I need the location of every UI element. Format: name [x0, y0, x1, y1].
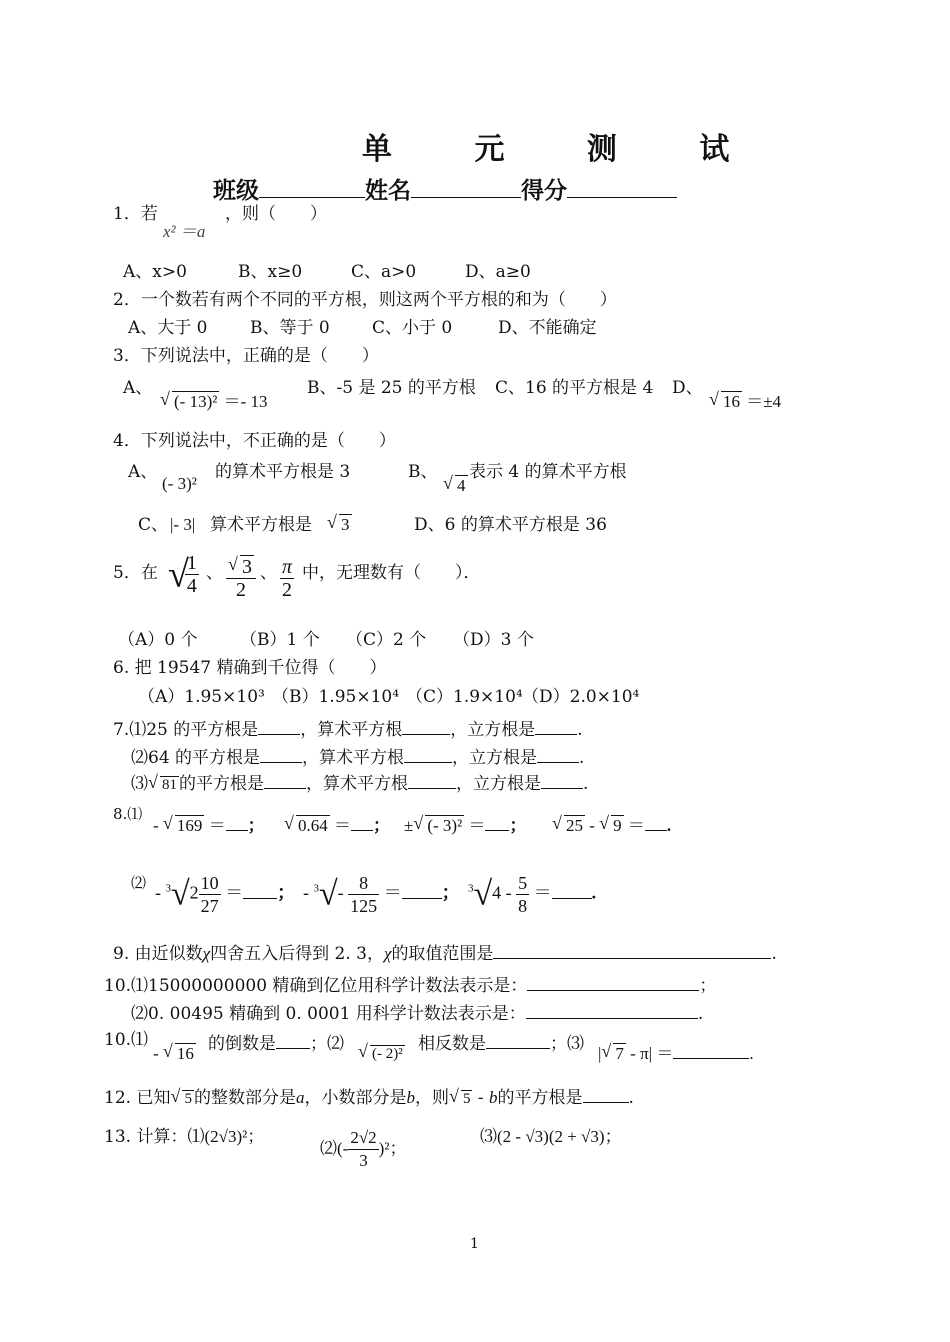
q10-line-2: ⑵0. 00495 精确到 0. 0001 用科学计数法表示是： .: [131, 1000, 703, 1024]
q8-1d-blank[interactable]: [645, 820, 667, 831]
q7-2-blank-sqrt[interactable]: [260, 744, 302, 763]
q8-1b-blank[interactable]: [351, 820, 373, 831]
q2-stem: 2．一个数若有两个不同的平方根，则这两个平方根的和为（ ）: [113, 290, 617, 310]
q3-option-a-expr: √ (- 13)² ＝- 13: [160, 392, 268, 412]
q2-option-b[interactable]: B、等于 0: [250, 318, 330, 338]
q11-text-a: 的倒数是 ；⑵: [208, 1030, 344, 1054]
name-blank[interactable]: [411, 179, 521, 198]
q10-1-blank[interactable]: [527, 972, 699, 991]
q11-2-blank[interactable]: [486, 1030, 550, 1049]
q7-2-blank-arith[interactable]: [404, 744, 452, 763]
q1-option-d[interactable]: D、a≥0: [465, 262, 531, 282]
q6-option-a[interactable]: （A）1.95×10³: [138, 687, 265, 707]
q7-3-blank-sqrt[interactable]: [264, 770, 306, 789]
q3-option-d-expr: √ 16 ＝±4: [709, 392, 781, 412]
q7-1-blank-cube[interactable]: [535, 716, 577, 735]
q5-option-a[interactable]: （A）0 个: [118, 630, 198, 650]
q7-3-blank-arith[interactable]: [408, 770, 456, 789]
q4-option-d[interactable]: D、6 的算术平方根是 36: [414, 515, 607, 535]
q4-stem: 4．下列说法中，不正确的是（ ）: [113, 431, 396, 451]
q5-expr-pi-over-2: $\frac{\pi}{2}$: [282, 556, 293, 601]
q4-option-a-label[interactable]: A、: [128, 462, 158, 482]
q4-option-b-expr: √ 4: [443, 476, 468, 496]
q5-expr-root3-over-2: √ $\frac{3}{2}$: [226, 556, 256, 601]
q8-expr-6: - $^3$√- $\frac{8}{125}$ ＝ ；: [303, 873, 460, 916]
q5-sep-1: 、: [206, 563, 223, 583]
q8-label-1: 8.⑴: [113, 805, 143, 823]
q5-stem-a: 5．在: [113, 563, 158, 583]
q9-blank[interactable]: [493, 940, 771, 959]
q12-blank[interactable]: [583, 1084, 629, 1103]
q7-line-2: ⑵64 的平方根是 ，算术平方根 ，立方根是 .: [131, 744, 584, 768]
class-label: 班级: [213, 177, 259, 204]
q8-2b-blank[interactable]: [402, 888, 442, 899]
q4-option-a-text: 的算术平方根是 3: [215, 462, 351, 482]
q6-stem: 6. 把 19547 精确到千位得（ ）: [113, 658, 387, 678]
q8-2c-blank[interactable]: [552, 888, 592, 899]
q8-expr-1: - √ 169 ＝ ；: [153, 816, 265, 836]
q4-option-c-text: 算术平方根是: [210, 515, 312, 535]
q11-expr-2: √ (- 2)²: [358, 1044, 405, 1064]
q8-expr-2: √ 0.64 ＝ ；: [284, 816, 390, 836]
q8-expr-4: √ 25 - √ 9 ＝ .: [552, 816, 671, 836]
q5-sep-2: 、: [260, 563, 277, 583]
page-number: 1: [470, 1236, 479, 1252]
q1-option-b[interactable]: B、x≥0: [238, 262, 303, 282]
student-info-line: [213, 172, 677, 205]
q11-3-blank[interactable]: [673, 1040, 749, 1059]
q6-option-c[interactable]: （C）1.9×10⁴: [406, 687, 523, 707]
q4-option-a-expr: (- 3)²: [162, 474, 197, 493]
q8-label-2: ⑵: [131, 874, 147, 892]
q3-option-c[interactable]: C、16 的平方根是 4: [495, 378, 654, 398]
q12-line: 12. 已知√ 5 的整数部分是a，小数部分是b，则√ 5 - b的平方根是 .: [104, 1084, 634, 1109]
q1-stem-a: 1．若: [113, 204, 158, 224]
q10-line-1: 10.⑴15000000000 精确到亿位用科学计数法表示是： ；: [104, 972, 716, 996]
page-title: 单 元 测 试: [362, 132, 766, 167]
q3-option-d-label[interactable]: D、: [672, 378, 703, 398]
q11-1-blank[interactable]: [276, 1030, 310, 1049]
q1-option-a[interactable]: A、x>0: [123, 262, 187, 282]
q5-option-c[interactable]: （C）2 个: [346, 630, 427, 650]
q10-2-blank[interactable]: [526, 1000, 698, 1019]
q8-1a-blank[interactable]: [226, 820, 248, 831]
q1-option-c[interactable]: C、a>0: [351, 262, 417, 282]
name-label: 姓名: [365, 177, 411, 204]
q13-expr-2: ⑵(- $\frac{2√2}{3}$ )²；: [320, 1128, 407, 1170]
q5-expr-sqrt-fraction: √ $\frac{1}{4}$: [168, 552, 197, 597]
q5-stem-b: 中，无理数有（ ）．: [302, 563, 481, 583]
q4-option-c-rad: √ 3: [327, 515, 352, 535]
q11-expr-1: - √ 16: [153, 1044, 196, 1064]
q13-expr-3: ⑶(2 - √3)(2 + √3)；: [480, 1127, 622, 1147]
q6-option-d[interactable]: （D）2.0×10⁴: [522, 687, 640, 707]
q7-line-3: ⑶√ 81 的平方根是 ，算术平方根 ，立方根是 .: [131, 770, 588, 795]
q13-label: 13. 计算：⑴(2√3)²；: [104, 1127, 265, 1147]
q5-option-d[interactable]: （D）3 个: [453, 630, 534, 650]
q6-option-b[interactable]: （B）1.95×10⁴: [272, 687, 400, 707]
q11-expr-3: |√ 7 - π| ＝ .: [598, 1040, 754, 1064]
q5-option-b[interactable]: （B）1 个: [240, 630, 320, 650]
q1-expr: x² ＝a: [163, 222, 206, 241]
q2-option-c[interactable]: C、小于 0: [372, 318, 453, 338]
q8-expr-5: - $^3$√2 $\frac{10}{27}$ ＝ ；: [155, 873, 296, 916]
q3-option-a-label[interactable]: A、: [123, 378, 153, 398]
q1-stem-b: ，则（ ）: [225, 204, 327, 224]
q11-text-b: 相反数是 ；⑶: [418, 1030, 584, 1054]
q7-line-1: 7.⑴25 的平方根是 ，算术平方根 ，立方根是 .: [113, 716, 583, 740]
q9-line: 9. 由近似数χ四舍五入后得到 2. 3，χ的取值范围是 .: [113, 940, 777, 964]
q8-expr-7: $^3$√4 - $\frac{5}{8}$ ＝ .: [468, 873, 597, 916]
q2-option-a[interactable]: A、大于 0: [128, 318, 208, 338]
score-blank[interactable]: [567, 179, 677, 198]
q4-option-c-expr: |- 3|: [170, 515, 196, 534]
q3-option-b[interactable]: B、-5 是 25 的平方根: [307, 378, 476, 398]
class-blank[interactable]: [259, 179, 365, 198]
q4-option-b-text: 表示 4 的算术平方根: [469, 462, 627, 482]
q2-option-d[interactable]: D、不能确定: [498, 318, 597, 338]
q8-expr-3: ±√ (- 3)² ＝ ；: [404, 816, 526, 836]
q3-stem: 3．下列说法中，正确的是（ ）: [113, 346, 379, 366]
q11-label: 10.⑴: [104, 1030, 149, 1050]
q8-1c-blank[interactable]: [485, 820, 509, 831]
q7-3-blank-cube[interactable]: [541, 770, 583, 789]
score-label: 得分: [521, 177, 567, 204]
q4-option-c-label[interactable]: C、: [138, 515, 169, 535]
q4-option-b-label[interactable]: B、: [408, 462, 438, 482]
q7-1-blank-sqrt[interactable]: [258, 716, 300, 735]
q7-2-blank-cube[interactable]: [537, 744, 579, 763]
q8-2a-blank[interactable]: [243, 888, 277, 899]
q7-1-blank-arith[interactable]: [402, 716, 450, 735]
